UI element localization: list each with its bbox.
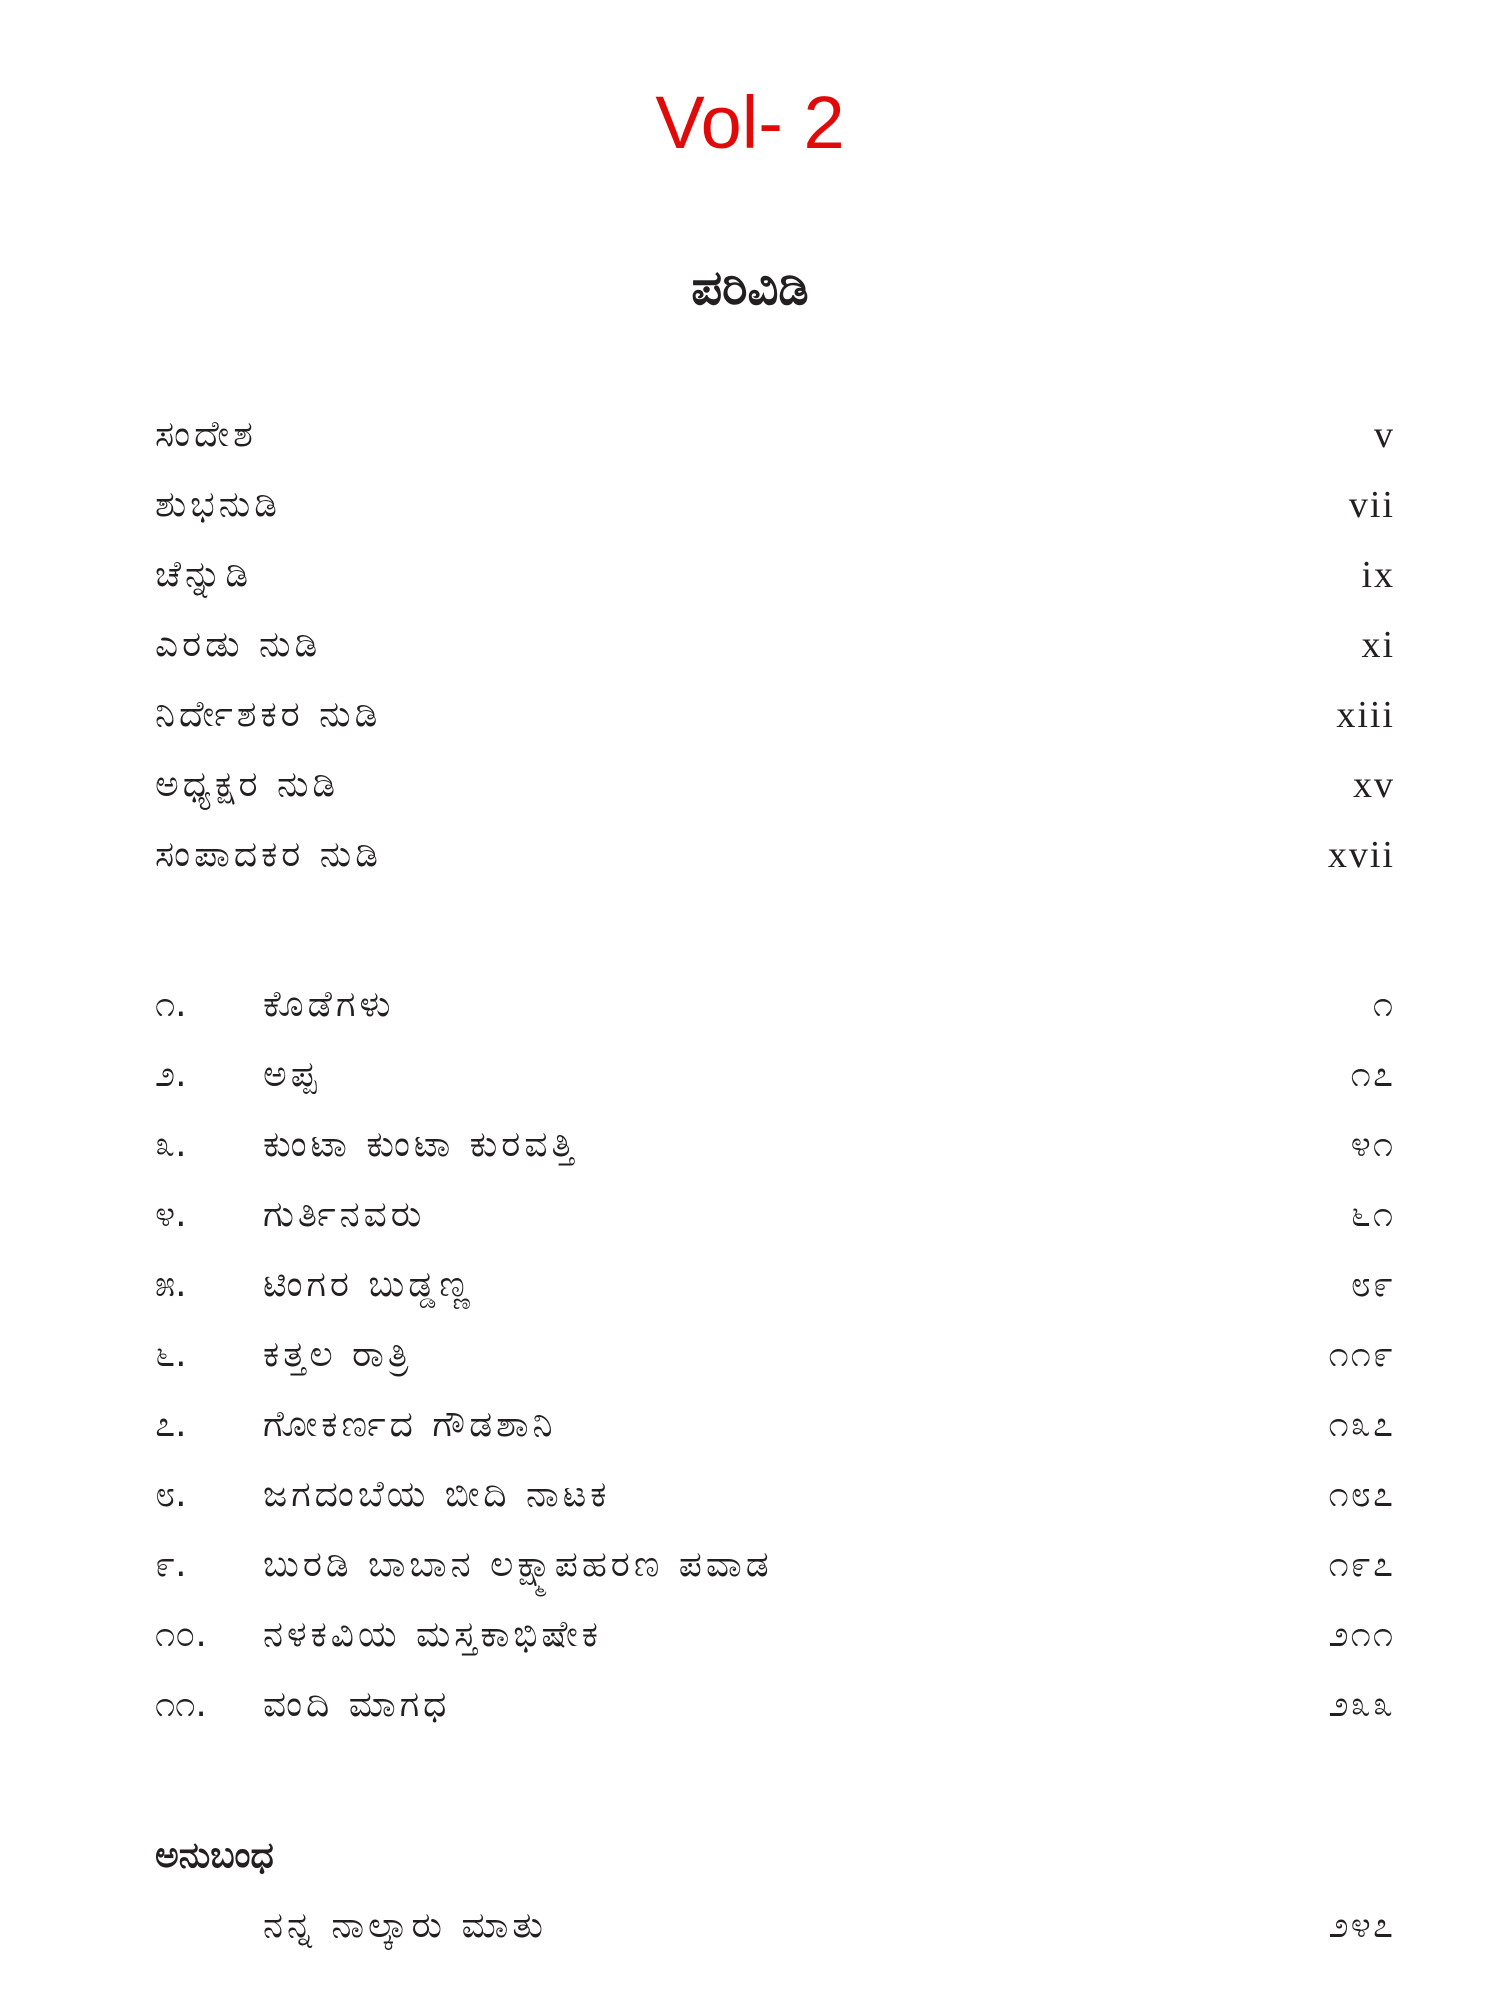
chapter-number: ೫. xyxy=(155,1264,187,1305)
chapter-number: ೧೧. xyxy=(155,1684,207,1725)
front-matter-row xyxy=(155,755,1395,815)
chapter-row xyxy=(155,1605,1395,1665)
chapter-title: ಕುಂಟಾ ಕುಂಟಾ ಕುರವತ್ತಿ xyxy=(263,1124,578,1165)
chapter-number: ೨. xyxy=(155,1054,187,1095)
chapter-page: ೧೮೭ xyxy=(1328,1474,1395,1515)
front-matter-row xyxy=(155,825,1395,885)
front-matter-page: xvii xyxy=(1327,834,1395,876)
chapter-row xyxy=(155,1395,1395,1455)
chapter-row xyxy=(155,1115,1395,1175)
front-matter-page: xv xyxy=(1353,764,1395,806)
chapter-title: ಜಗದಂಬೆಯ ಬೀದಿ ನಾಟಕ xyxy=(263,1474,611,1515)
front-matter-page: xi xyxy=(1361,624,1395,666)
chapter-page: ೨೩೩ xyxy=(1328,1684,1395,1725)
chapter-title: ಅಪ್ಪ xyxy=(263,1054,321,1095)
volume-label: Vol- 2 xyxy=(655,81,845,164)
chapter-number: ೧. xyxy=(155,984,187,1025)
chapter-title: ಟಿಂಗರ ಬುಡ್ಡಣ್ಣ xyxy=(263,1264,474,1305)
chapter-title: ಬುರಡಿ ಬಾಬಾನ ಲಕ್ಷ್ಮಾಪಹರಣ ಪವಾಡ xyxy=(263,1544,773,1585)
chapter-title: ವಂದಿ ಮಾಗಧ xyxy=(263,1684,451,1725)
chapter-number: ೧೦. xyxy=(155,1614,207,1655)
appendix-page: ೨೪೭ xyxy=(1328,1905,1395,1946)
chapter-page: ೧೭ xyxy=(1350,1054,1395,1095)
chapter-page: ೧೯೭ xyxy=(1328,1544,1395,1585)
chapter-page: ೨೧೧ xyxy=(1328,1614,1395,1655)
front-matter-label: ಚೆನ್ನುಡಿ xyxy=(155,554,253,595)
chapter-row xyxy=(155,1255,1395,1315)
appendix-row xyxy=(155,1896,1395,1956)
chapter-page: ೧೧೯ xyxy=(1328,1334,1395,1375)
chapter-title: ನಳಕವಿಯ ಮಸ್ತಕಾಭಿಷೇಕ xyxy=(263,1614,602,1655)
front-matter-page: vii xyxy=(1348,484,1395,526)
front-matter-label: ಸಂದೇಶ xyxy=(155,414,257,455)
front-matter-page: xiii xyxy=(1336,694,1395,736)
chapter-number: ೬. xyxy=(155,1334,187,1375)
chapter-number: ೩. xyxy=(155,1124,187,1165)
chapter-number: ೪. xyxy=(155,1194,187,1235)
chapter-row xyxy=(155,1185,1395,1245)
chapter-page: ೪೧ xyxy=(1350,1124,1395,1165)
chapter-title: ಗೋಕರ್ಣದ ಗೌಡಶಾನಿ xyxy=(263,1404,557,1445)
front-matter-row xyxy=(155,685,1395,745)
chapter-title: ಕತ್ತಲ ರಾತ್ರಿ xyxy=(263,1334,413,1375)
chapter-row xyxy=(155,1325,1395,1385)
appendix-title: ನನ್ನ ನಾಲ್ಕಾರು ಮಾತು xyxy=(263,1905,547,1946)
front-matter-label: ಶುಭನುಡಿ xyxy=(155,484,281,525)
chapter-page: ೧ xyxy=(1372,984,1395,1025)
front-matter-row xyxy=(155,545,1395,605)
front-matter-label: ಸಂಪಾದಕರ ನುಡಿ xyxy=(155,834,382,875)
front-matter-page: ix xyxy=(1361,554,1395,596)
front-matter-row xyxy=(155,405,1395,465)
chapter-row xyxy=(155,1045,1395,1105)
chapter-page: ೮೯ xyxy=(1350,1264,1395,1305)
chapter-number: ೯. xyxy=(155,1544,187,1585)
chapter-row xyxy=(155,1465,1395,1525)
front-matter-row xyxy=(155,615,1395,675)
front-matter-row xyxy=(155,475,1395,535)
chapter-page: ೧೩೭ xyxy=(1328,1404,1395,1445)
chapter-page: ೬೧ xyxy=(1350,1194,1395,1235)
page-title: ಪರಿವಿಡಿ xyxy=(691,260,809,316)
chapter-number: ೮. xyxy=(155,1474,187,1515)
chapter-row xyxy=(155,1535,1395,1595)
front-matter-page: v xyxy=(1374,414,1395,456)
front-matter-label: ಎರಡು ನುಡಿ xyxy=(155,624,322,665)
front-matter-label: ಅಧ್ಯಕ್ಷರ ನುಡಿ xyxy=(155,764,340,805)
front-matter-label: ನಿರ್ದೇಶಕರ ನುಡಿ xyxy=(155,694,382,735)
chapter-row xyxy=(155,1675,1395,1735)
appendix-heading: ಅನುಬಂಧ xyxy=(155,1835,274,1876)
chapter-title: ಕೊಡೆಗಳು xyxy=(263,984,395,1025)
chapter-title: ಗುರ್ತಿನವರು xyxy=(263,1194,426,1235)
chapter-number: ೭. xyxy=(155,1404,187,1445)
chapter-row xyxy=(155,975,1395,1035)
